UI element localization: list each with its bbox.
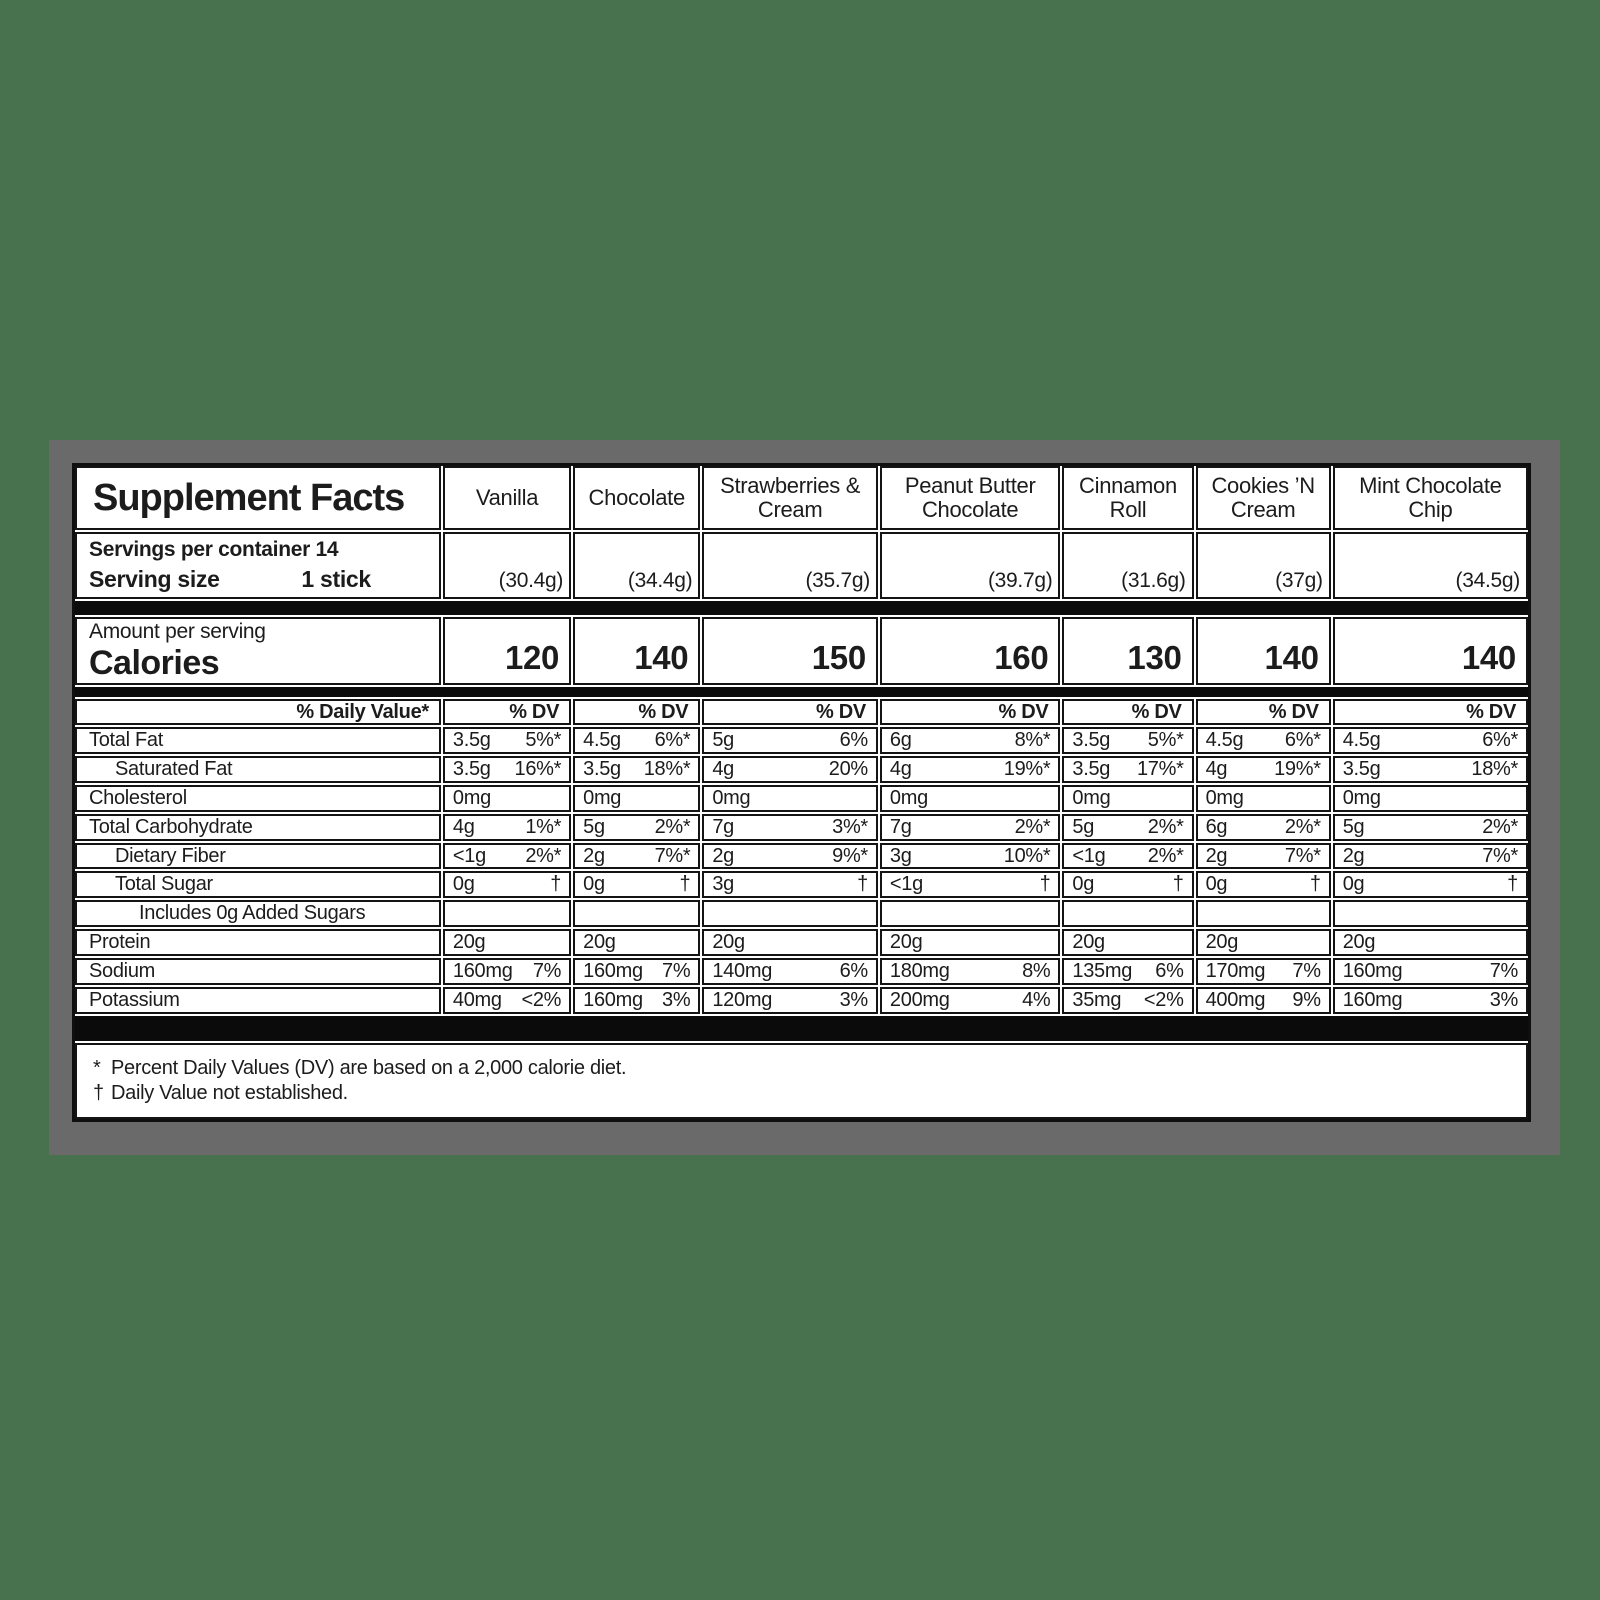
calories-value: 140	[1196, 617, 1331, 685]
nutrient-value-potassium	[1062, 987, 1193, 1014]
percent-dv: †	[1039, 873, 1051, 896]
amount: 160mg	[583, 989, 643, 1012]
serving-weight: (35.7g)	[702, 532, 878, 599]
amount: 35mg	[1072, 989, 1122, 1012]
amount: 135mg	[1072, 960, 1133, 983]
amount: 160mg	[583, 960, 643, 983]
amount: 4.5g	[1342, 728, 1381, 751]
percent-dv: 2%*	[1147, 815, 1184, 838]
footnote-dv	[93, 1057, 1516, 1080]
nutrient-value-potassium	[702, 987, 878, 1014]
amount: 0mg	[1072, 786, 1111, 809]
percent-dv: 16%*	[514, 757, 562, 780]
amount: 20g	[1072, 931, 1105, 954]
nutrient-value-includes-0g-added-sugars	[1196, 900, 1331, 927]
nutrient-value-total-carbohydrate	[443, 814, 571, 841]
percent-dv: <2%	[521, 989, 562, 1012]
percent-dv: 7%	[1489, 960, 1518, 983]
percent-dv: 6%	[839, 728, 868, 751]
percent-dv: 6%*	[654, 728, 691, 751]
nutrient-value-cholesterol	[880, 785, 1060, 812]
amount: 3.5g	[1342, 757, 1381, 780]
nutrient-value-total-sugar	[702, 871, 878, 898]
amount: 3.5g	[1072, 728, 1111, 751]
label-frame	[49, 440, 1560, 1155]
amount: 7g	[889, 815, 912, 838]
amount: 3g	[712, 873, 735, 896]
percent-dv: 2%*	[1014, 815, 1051, 838]
serving-weight: (34.5g)	[1333, 532, 1528, 599]
dv-column-label: % DV	[573, 699, 700, 725]
serving-weight: (31.6g)	[1062, 532, 1193, 599]
dv-column-label: % DV	[1062, 699, 1193, 725]
percent-dv: 6%*	[1482, 728, 1518, 751]
nutrient-value-potassium	[880, 987, 1060, 1014]
nutrient-value-includes-0g-added-sugars	[1062, 900, 1193, 927]
dv-column-label: % DV	[443, 699, 571, 725]
column-header-strawberries-cream: Strawberries & Cream	[702, 466, 878, 530]
percent-dv: 2%*	[1147, 844, 1184, 867]
percent-dv: 7%*	[654, 844, 691, 867]
nutrient-value-includes-0g-added-sugars	[1333, 900, 1528, 927]
nutrient-value-total-fat	[1333, 727, 1528, 754]
nutrient-value-includes-0g-added-sugars	[443, 900, 571, 927]
percent-dv: 2%*	[1284, 815, 1321, 838]
amount-per-serving-label: Amount per serving	[89, 619, 266, 643]
nutrient-label-saturated-fat: Saturated Fat	[75, 756, 441, 783]
nutrient-label-protein: Protein	[75, 929, 441, 956]
divider-band	[75, 1016, 1528, 1041]
percent-dv: <2%	[1143, 989, 1184, 1012]
nutrient-value-total-carbohydrate	[702, 814, 878, 841]
percent-dv: 5%*	[525, 728, 562, 751]
dv-column-label: % DV	[1333, 699, 1528, 725]
nutrient-value-total-sugar	[443, 871, 571, 898]
nutrient-value-sodium	[1062, 958, 1193, 985]
amount: 20g	[712, 931, 745, 954]
amount: 4g	[452, 815, 475, 838]
amount: 20g	[1205, 931, 1239, 954]
percent-dv: 2%*	[654, 815, 691, 838]
amount: 5g	[1072, 815, 1095, 838]
amount: 6g	[1205, 815, 1228, 838]
percent-dv: †	[1507, 873, 1518, 896]
serving-info	[75, 532, 441, 599]
dagger-marker: †	[93, 1081, 104, 1104]
footnote-dagger	[93, 1082, 1516, 1105]
percent-dv: 2%*	[525, 844, 562, 867]
percent-dv: 6%	[839, 960, 868, 983]
nutrient-value-saturated-fat	[1196, 756, 1331, 783]
nutrient-value-dietary-fiber	[443, 843, 571, 870]
nutrient-label-total-carbohydrate: Total Carbohydrate	[75, 814, 441, 841]
nutrient-value-total-sugar	[1196, 871, 1331, 898]
nutrient-value-total-sugar	[1333, 871, 1528, 898]
percent-dv: 17%*	[1136, 757, 1184, 780]
amount: 3.5g	[1072, 757, 1111, 780]
amount: 0mg	[1205, 786, 1244, 809]
calories-value: 140	[1333, 617, 1528, 685]
amount: 4.5g	[1205, 728, 1244, 751]
column-header-peanut-butter-chocolate: Peanut Butter Chocolate	[880, 466, 1060, 530]
percent-dv: †	[550, 873, 562, 896]
percent-dv: 19%*	[1274, 757, 1321, 780]
amount: 7g	[712, 815, 735, 838]
percent-dv: 1%*	[525, 815, 562, 838]
percent-dv: 7%*	[1284, 844, 1321, 867]
servings-per-container: Servings per container 14	[89, 538, 339, 561]
column-header-vanilla: Vanilla	[443, 466, 571, 530]
nutrient-value-cholesterol	[702, 785, 878, 812]
amount: 160mg	[1342, 989, 1403, 1012]
amount: 4g	[712, 757, 735, 780]
percent-dv: 20%	[828, 757, 868, 780]
page-title: Supplement Facts	[75, 466, 441, 530]
percent-dv: 8%	[1022, 960, 1051, 983]
amount: 160mg	[1342, 960, 1403, 983]
dv-column-label: % DV	[880, 699, 1060, 725]
amount: 3.5g	[452, 757, 491, 780]
amount: 160mg	[452, 960, 513, 983]
amount: 20g	[452, 931, 486, 954]
nutrient-label-sodium: Sodium	[75, 958, 441, 985]
nutrient-label-cholesterol: Cholesterol	[75, 785, 441, 812]
nutrient-value-saturated-fat	[573, 756, 700, 783]
nutrient-value-cholesterol	[1196, 785, 1331, 812]
nutrient-value-dietary-fiber	[880, 843, 1060, 870]
nutrient-value-total-sugar	[573, 871, 700, 898]
percent-dv: 9%	[1292, 989, 1321, 1012]
percent-dv: 3%	[839, 989, 868, 1012]
serving-weight: (30.4g)	[443, 532, 571, 599]
nutrient-value-cholesterol	[573, 785, 700, 812]
daily-value-header: % Daily Value*	[75, 699, 441, 725]
amount: 140mg	[712, 960, 773, 983]
percent-dv: 5%*	[1147, 728, 1184, 751]
amount: 200mg	[889, 989, 950, 1012]
nutrient-value-cholesterol	[443, 785, 571, 812]
percent-dv: †	[1309, 873, 1321, 896]
nutrient-value-potassium	[443, 987, 571, 1014]
calories-value: 160	[880, 617, 1060, 685]
nutrient-value-includes-0g-added-sugars	[880, 900, 1060, 927]
amount: 20g	[583, 931, 616, 954]
amount: 2g	[1205, 844, 1228, 867]
dv-column-label: % DV	[1196, 699, 1331, 725]
nutrient-value-saturated-fat	[702, 756, 878, 783]
nutrient-value-protein	[1333, 929, 1528, 956]
percent-dv: 9%*	[832, 844, 868, 867]
nutrient-label-total-fat: Total Fat	[75, 727, 441, 754]
amount: 5g	[712, 728, 735, 751]
footnotes	[75, 1043, 1528, 1119]
amount: 4g	[1205, 757, 1228, 780]
calories-value: 140	[573, 617, 700, 685]
amount: 0g	[1205, 873, 1228, 896]
amount: 0mg	[712, 786, 751, 809]
amount: 0g	[583, 873, 605, 896]
column-header-mint-chocolate-chip: Mint Chocolate Chip	[1333, 466, 1528, 530]
amount: 0mg	[452, 786, 491, 809]
percent-dv: †	[1172, 873, 1184, 896]
calories-value: 130	[1062, 617, 1193, 685]
amount: 20g	[1342, 931, 1376, 954]
nutrient-value-total-fat	[1196, 727, 1331, 754]
percent-dv: 7%	[532, 960, 562, 983]
footnote-dv-text: Percent Daily Values (DV) are based on a 2,000 calorie diet.	[111, 1056, 627, 1079]
divider-band	[75, 687, 1528, 697]
calories-value: 150	[702, 617, 878, 685]
amount: 0mg	[889, 786, 928, 809]
nutrient-value-protein	[443, 929, 571, 956]
nutrient-value-protein	[1196, 929, 1331, 956]
amount: 2g	[583, 844, 605, 867]
column-header-cookies-n-cream: Cookies ’N Cream	[1196, 466, 1331, 530]
nutrient-value-potassium	[573, 987, 700, 1014]
nutrient-value-includes-0g-added-sugars	[573, 900, 700, 927]
serving-weight: (37g)	[1196, 532, 1331, 599]
percent-dv: 7%	[1292, 960, 1321, 983]
serving-weight: (34.4g)	[573, 532, 700, 599]
percent-dv: 4%	[1022, 989, 1051, 1012]
percent-dv: 18%*	[643, 757, 691, 780]
amount: 180mg	[889, 960, 950, 983]
amount: 0g	[1072, 873, 1095, 896]
calories-label: Calories	[89, 643, 220, 682]
serving-size-line	[89, 566, 427, 593]
nutrient-value-total-carbohydrate	[1196, 814, 1331, 841]
nutrient-value-protein	[702, 929, 878, 956]
amount: <1g	[452, 844, 486, 867]
amount: 5g	[583, 815, 605, 838]
amount: 3.5g	[583, 757, 621, 780]
amount: 6g	[889, 728, 912, 751]
amount: <1g	[1072, 844, 1106, 867]
percent-dv: 19%*	[1003, 757, 1051, 780]
nutrient-value-includes-0g-added-sugars	[702, 900, 878, 927]
amount: 4g	[889, 757, 912, 780]
nutrient-value-total-carbohydrate	[1333, 814, 1528, 841]
nutrient-value-potassium	[1333, 987, 1528, 1014]
percent-dv: 18%*	[1471, 757, 1518, 780]
nutrient-value-dietary-fiber	[1196, 843, 1331, 870]
amount: 0g	[452, 873, 475, 896]
nutrient-value-total-sugar	[880, 871, 1060, 898]
amount: 0mg	[1342, 786, 1381, 809]
nutrient-value-total-fat	[1062, 727, 1193, 754]
serving-size-label: Serving size	[89, 566, 220, 592]
amount: 4.5g	[583, 728, 621, 751]
percent-dv: †	[679, 873, 691, 896]
percent-dv: 8%*	[1014, 728, 1051, 751]
nutrient-value-sodium	[1333, 958, 1528, 985]
amount: 170mg	[1205, 960, 1266, 983]
nutrient-value-dietary-fiber	[573, 843, 700, 870]
percent-dv: 6%*	[1284, 728, 1321, 751]
serving-weight: (39.7g)	[880, 532, 1060, 599]
asterisk-marker: *	[93, 1056, 101, 1079]
nutrient-value-saturated-fat	[443, 756, 571, 783]
nutrient-value-cholesterol	[1062, 785, 1193, 812]
nutrient-value-sodium	[880, 958, 1060, 985]
nutrient-value-sodium	[443, 958, 571, 985]
column-header-chocolate: Chocolate	[573, 466, 700, 530]
nutrient-value-potassium	[1196, 987, 1331, 1014]
nutrient-value-protein	[573, 929, 700, 956]
nutrient-value-dietary-fiber	[1062, 843, 1193, 870]
nutrient-value-total-fat	[702, 727, 878, 754]
calories-value: 120	[443, 617, 571, 685]
amount: <1g	[889, 873, 923, 896]
amount: 5g	[1342, 815, 1365, 838]
amount: 0g	[1342, 873, 1365, 896]
percent-dv: 2%*	[1482, 815, 1518, 838]
dv-column-label: % DV	[702, 699, 878, 725]
nutrient-value-saturated-fat	[1333, 756, 1528, 783]
percent-dv: 3%	[1489, 989, 1518, 1012]
percent-dv: 7%*	[1482, 844, 1518, 867]
nutrient-value-sodium	[702, 958, 878, 985]
nutrient-value-saturated-fat	[1062, 756, 1193, 783]
amount: 20g	[889, 931, 923, 954]
nutrient-value-total-fat	[573, 727, 700, 754]
nutrient-value-total-fat	[880, 727, 1060, 754]
nutrient-value-dietary-fiber	[1333, 843, 1528, 870]
footnote-dagger-text: Daily Value not established.	[111, 1081, 348, 1104]
nutrient-label-includes-0g-added-sugars: Includes 0g Added Sugars	[75, 900, 441, 927]
nutrient-value-total-carbohydrate	[880, 814, 1060, 841]
amount: 40mg	[452, 989, 502, 1012]
nutrient-value-sodium	[1196, 958, 1331, 985]
nutrient-value-sodium	[573, 958, 700, 985]
nutrient-label-dietary-fiber: Dietary Fiber	[75, 843, 441, 870]
nutrient-label-total-sugar: Total Sugar	[75, 871, 441, 898]
nutrient-value-protein	[880, 929, 1060, 956]
amount: 3.5g	[452, 728, 491, 751]
nutrient-value-total-carbohydrate	[1062, 814, 1193, 841]
divider-band	[75, 601, 1528, 615]
nutrient-value-cholesterol	[1333, 785, 1528, 812]
percent-dv: 3%	[662, 989, 691, 1012]
amount: 3g	[889, 844, 912, 867]
serving-size-value: 1 stick	[301, 566, 371, 592]
amount: 2g	[1342, 844, 1365, 867]
nutrient-value-total-carbohydrate	[573, 814, 700, 841]
nutrient-label-potassium: Potassium	[75, 987, 441, 1014]
nutrient-value-total-sugar	[1062, 871, 1193, 898]
calories-info	[75, 617, 441, 685]
percent-dv: 3%*	[832, 815, 868, 838]
percent-dv: †	[857, 873, 868, 896]
percent-dv: 6%	[1155, 960, 1184, 983]
nutrient-value-protein	[1062, 929, 1193, 956]
nutrient-value-total-fat	[443, 727, 571, 754]
percent-dv: 7%	[662, 960, 691, 983]
percent-dv: 10%*	[1003, 844, 1051, 867]
nutrient-value-saturated-fat	[880, 756, 1060, 783]
amount: 2g	[712, 844, 735, 867]
amount: 400mg	[1205, 989, 1266, 1012]
amount: 120mg	[712, 989, 773, 1012]
column-header-cinnamon-roll: Cinnamon Roll	[1062, 466, 1193, 530]
supplement-facts-label	[72, 463, 1531, 1122]
amount: 0mg	[583, 786, 622, 809]
nutrient-value-dietary-fiber	[702, 843, 878, 870]
